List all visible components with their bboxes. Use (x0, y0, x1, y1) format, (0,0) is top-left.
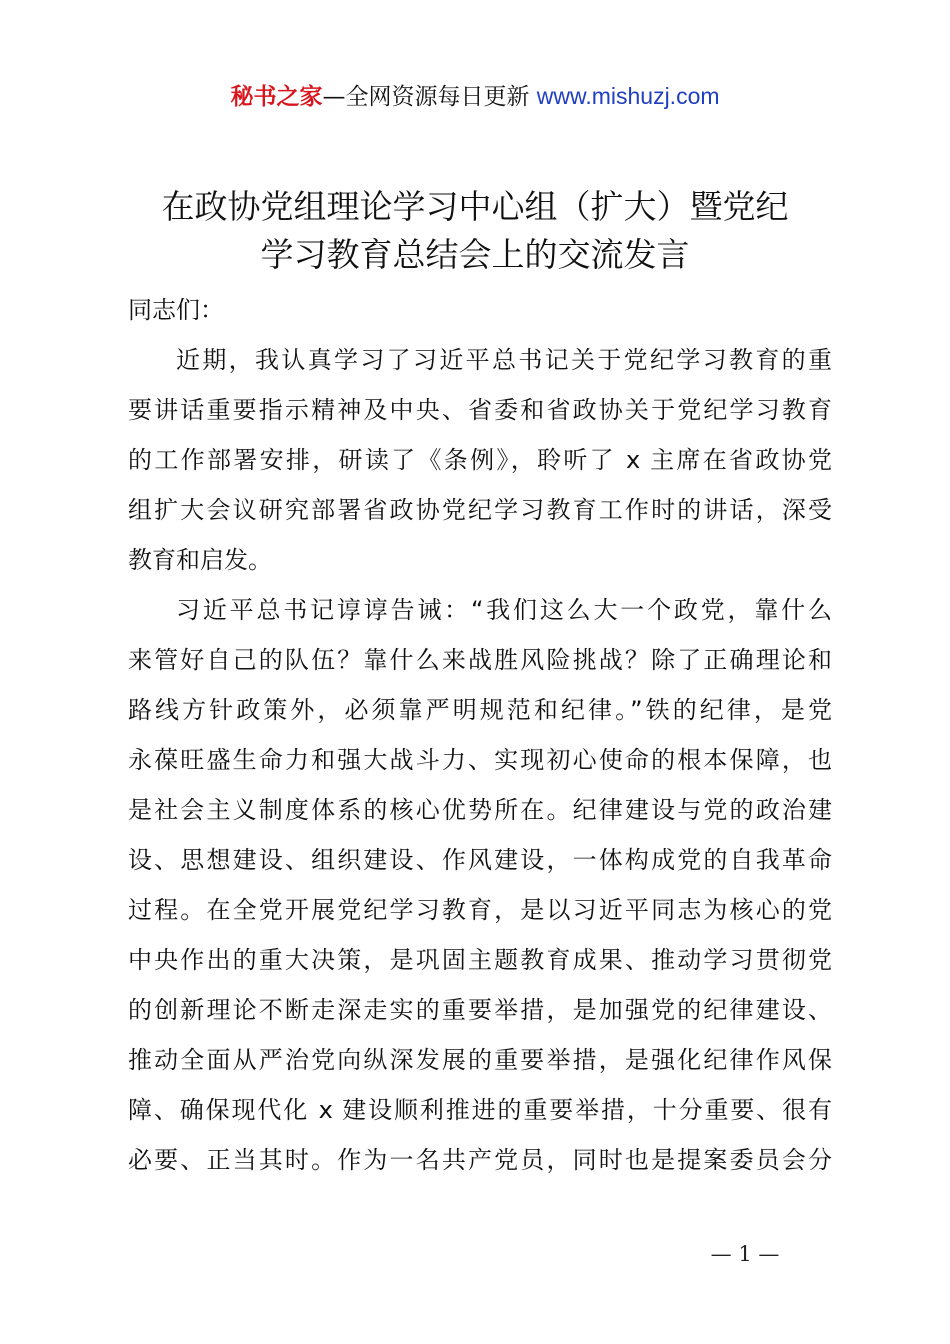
paragraph-line: 永葆旺盛生命力和强大战斗力、实现初心使命的根本保障，也 (128, 746, 832, 774)
paragraph-line: 教育和启发。 (128, 546, 272, 574)
paragraph-line: 必要、正当其时。作为一名共产党员，同时也是提案委员会分 (128, 1146, 832, 1174)
paragraph-line: 习近平总书记谆谆告诫：“我们这么大一个政党，靠什么 (176, 596, 832, 624)
title-line-2: 学习教育总结会上的交流发言 (260, 235, 690, 274)
paragraph-line: 障、确保现代化 x 建设顺利推进的重要举措，十分重要、很有 (128, 1096, 832, 1124)
paragraph-line: 的工作部署安排，研读了《条例》，聆听了 x 主席在省政协党 (128, 446, 832, 474)
paragraph-line: 过程。在全党开展党纪学习教育，是以习近平同志为核心的党 (128, 896, 832, 924)
paragraph-line: 是社会主义制度体系的核心优势所在。纪律建设与党的政治建 (128, 796, 832, 824)
paragraph-line: 组扩大会议研究部署省政协党纪学习教育工作时的讲话，深受 (128, 496, 832, 524)
paragraph-line: 近期，我认真学习了习近平总书记关于党纪学习教育的重 (176, 346, 832, 374)
title-line-1: 在政协党组理论学习中心组（扩大）暨党纪 (161, 187, 789, 226)
site-url[interactable]: www.mishuzj.com (536, 83, 720, 109)
paragraph-line: 的创新理论不断走深走实的重要举措，是加强党的纪律建设、 (128, 996, 832, 1024)
page-number: — 1 — (710, 1242, 780, 1266)
header-dash: — (322, 84, 346, 110)
paragraph-line: 要讲话重要指示精神及中央、省委和省政协关于党纪学习教育 (128, 396, 832, 424)
paragraph-line: 推动全面从严治党向纵深发展的重要举措，是强化纪律作风保 (128, 1046, 832, 1074)
document-title (100, 183, 850, 279)
paragraph-line: 来管好自己的队伍？靠什么来战胜风险挑战？除了正确理论和 (128, 646, 832, 674)
paragraph-line: 中央作出的重大决策，是巩固主题教育成果、推动学习贯彻党 (128, 946, 832, 974)
site-brand: 秘书之家 (230, 84, 323, 110)
paragraph-line: 路线方针政策外，必须靠严明规范和纪律。”铁的纪律，是党 (128, 696, 832, 724)
site-header (0, 80, 950, 113)
paragraph-2 (128, 585, 832, 1185)
site-slogan: 全网资源每日更新 (345, 84, 530, 110)
salutation: 同志们： (128, 296, 224, 324)
document-body (128, 285, 832, 1185)
paragraph-line: 设、思想建设、组织建设、作风建设，一体构成党的自我革命 (128, 846, 832, 874)
paragraph-1 (128, 335, 832, 585)
